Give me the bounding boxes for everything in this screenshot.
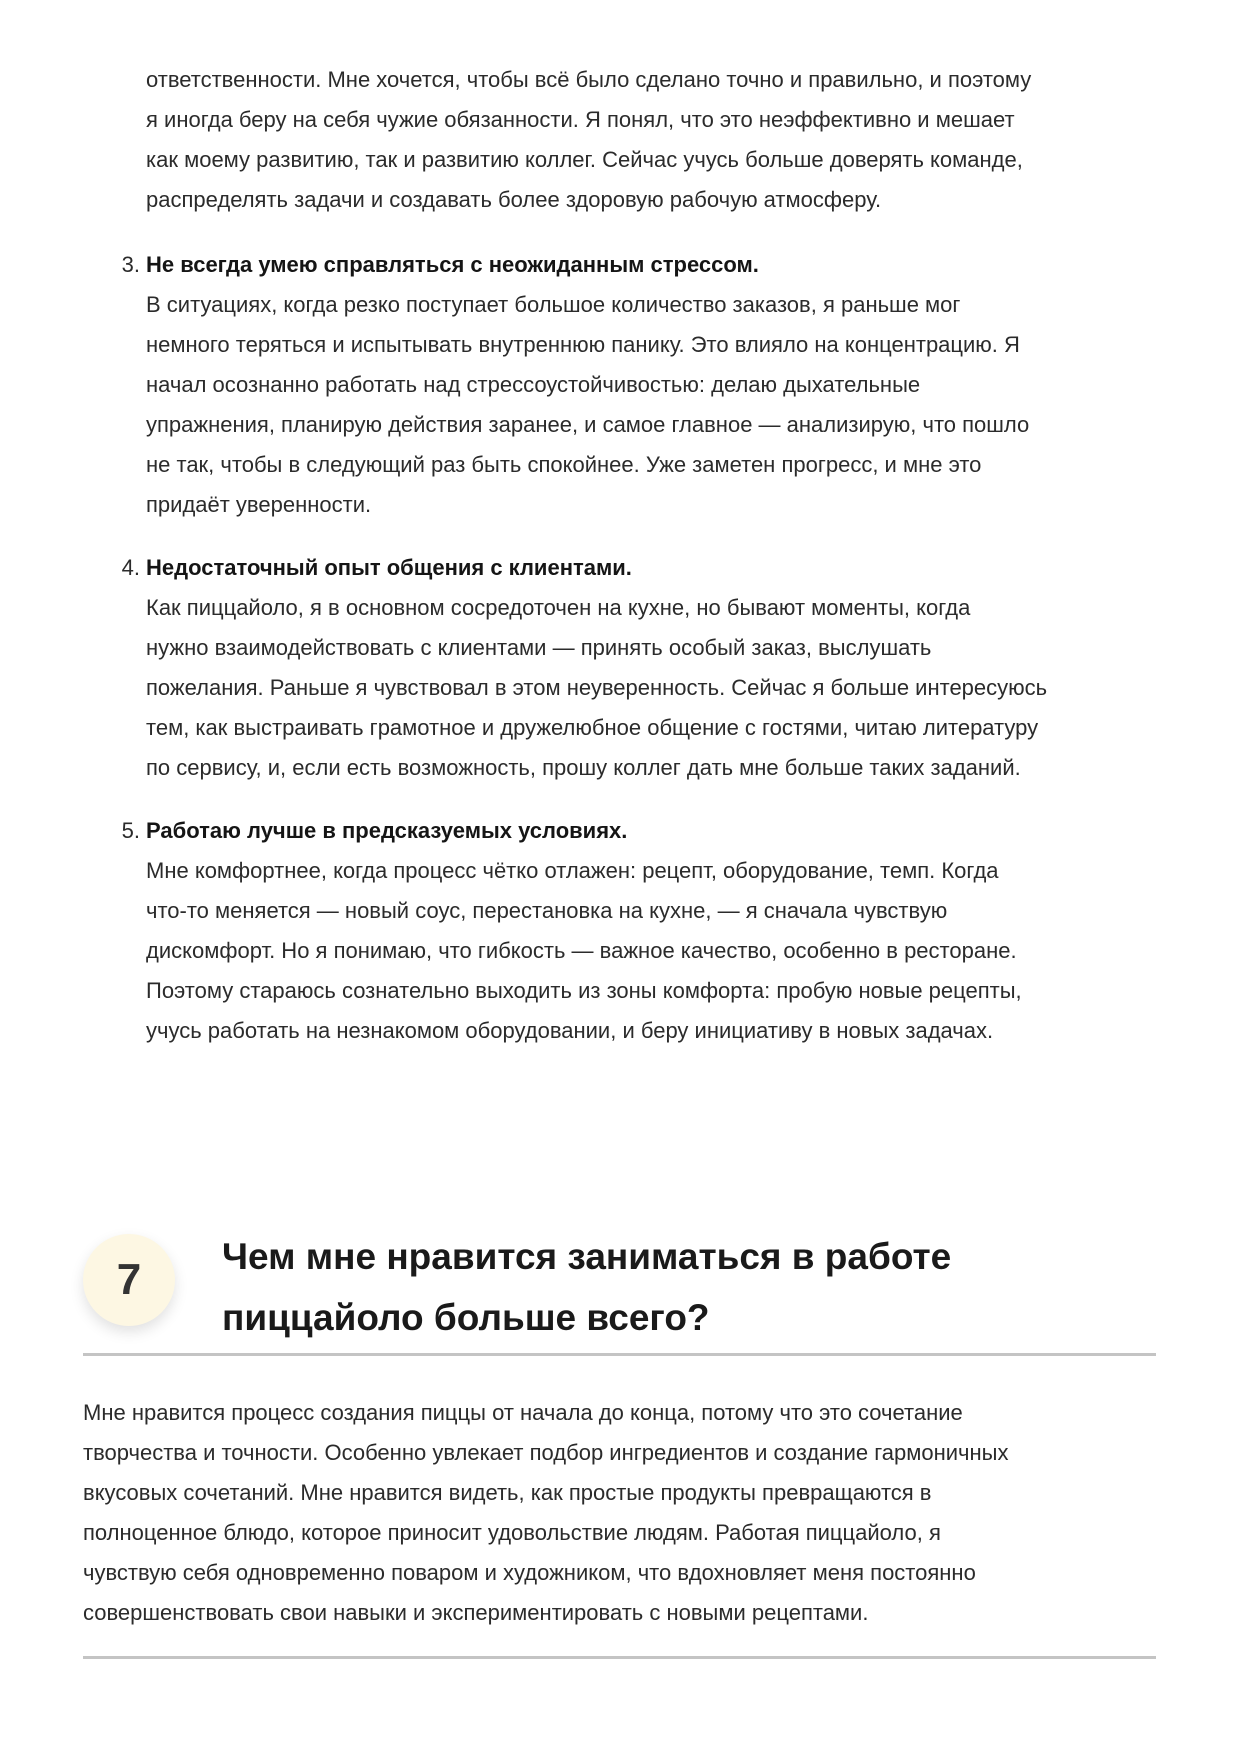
text-line: как моему развитию, так и развитию коллег. Сейчас учусь больше доверять команде, [146, 147, 1023, 172]
text-line: В ситуациях, когда резко поступает большое количество заказов, я раньше мог [146, 292, 961, 317]
section-divider [83, 1353, 1156, 1356]
list-item-4-title [146, 548, 632, 588]
section-number-badge: 7 [83, 1234, 175, 1326]
text-line: упражнения, планирую действия заранее, и самое главное — анализирую, что пошло [146, 412, 1030, 437]
text-line: учусь работать на незнакомом оборудовании, и беру инициативу в новых задачах. [146, 1018, 994, 1043]
text-line: дискомфорт. Но я понимаю, что гибкость — важное качество, особенно в ресторане. [146, 938, 1017, 963]
section-title-line: Чем мне нравится заниматься в работе [222, 1236, 952, 1277]
text-line: вкусовых сочетаний. Мне нравится видеть, как простые продукты превращаются в [83, 1480, 932, 1505]
text-line: полноценное блюдо, которое приносит удовольствие людям. Работая пиццайоло, я [83, 1520, 941, 1545]
text-line: что-то меняется — новый соус, перестановка на кухне, — я сначала чувствую [146, 898, 948, 923]
list-item-5-title [146, 811, 627, 851]
text-line: немного теряться и испытывать внутреннюю панику. Это влияло на концентрацию. Я [146, 332, 1020, 357]
text-line: Как пиццайоло, я в основном сосредоточен на кухне, но бывают моменты, когда [146, 595, 971, 620]
text-line: я иногда беру на себя чужие обязанности. Я понял, что это неэффективно и мешает [146, 107, 1015, 132]
text-line: распределять задачи и создавать более здоровую рабочую атмосферу. [146, 187, 882, 212]
item-2-continuation [146, 60, 1031, 220]
text-line: Мне нравится процесс создания пиццы от начала до конца, потому что это сочетание [83, 1400, 963, 1425]
text-line: чувствую себя одновременно поваром и художником, что вдохновляет меня постоянно [83, 1560, 976, 1585]
list-number-5: 5. [121, 818, 140, 843]
list-number-4: 4. [121, 555, 140, 580]
text-line: пожелания. Раньше я чувствовал в этом неуверенность. Сейчас я больше интересуюсь [146, 675, 1048, 700]
text-line: Мне комфортнее, когда процесс чётко отлажен: рецепт, оборудование, темп. Когда [146, 858, 999, 883]
bottom-divider [83, 1656, 1156, 1659]
list-item-4-body [146, 588, 1047, 788]
list-item-title: Недостаточный опыт общения с клиентами. [146, 555, 632, 580]
text-line: тем, как выстраивать грамотное и дружелюбное общение с гостями, читаю литературу [146, 715, 1039, 740]
text-line: Поэтому стараюсь сознательно выходить из зоны комфорта: пробую новые рецепты, [146, 978, 1022, 1003]
text-line: придаёт уверенности. [146, 492, 372, 517]
text-line: совершенствовать свои навыки и экспериментировать с новыми рецептами. [83, 1600, 869, 1625]
list-item-title: Не всегда умею справляться с неожиданным стрессом. [146, 252, 759, 277]
list-item-3-title [146, 245, 759, 285]
list-item-3-body [146, 285, 1029, 525]
text-line: творчества и точности. Особенно увлекает подбор ингредиентов и создание гармоничных [83, 1440, 1009, 1465]
text-line: нужно взаимодействовать с клиентами — принять особый заказ, выслушать [146, 635, 932, 660]
section-title-line: пиццайоло больше всего? [222, 1297, 710, 1338]
text-line: ответственности. Мне хочется, чтобы всё было сделано точно и правильно, и поэтому [146, 67, 1032, 92]
text-line: начал осознанно работать над стрессоустойчивостью: делаю дыхательные [146, 372, 921, 397]
list-item-5-body [146, 851, 1022, 1051]
text-line: по сервису, и, если есть возможность, прошу коллег дать мне больше таких заданий. [146, 755, 1021, 780]
list-number-3: 3. [121, 252, 140, 277]
text-line: не так, чтобы в следующий раз быть спокойнее. Уже заметен прогресс, и мне это [146, 452, 982, 477]
section-body [83, 1393, 1008, 1633]
list-item-title: Работаю лучше в предсказуемых условиях. [146, 818, 628, 843]
section-title [222, 1226, 951, 1348]
